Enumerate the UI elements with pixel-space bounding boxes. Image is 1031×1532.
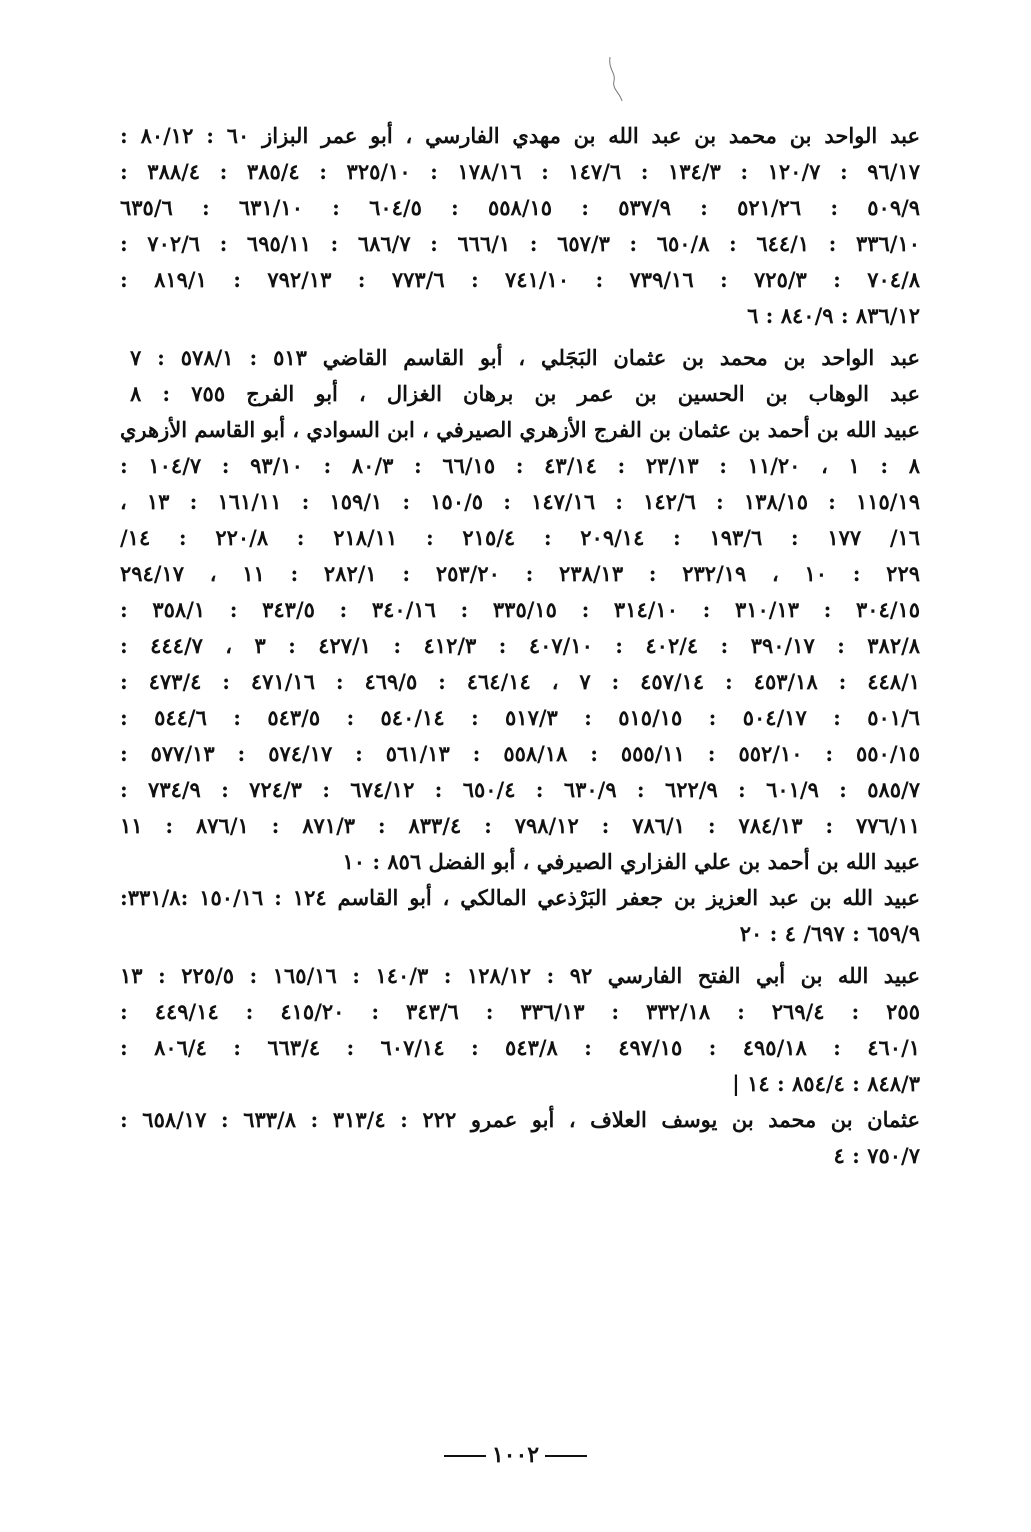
folio-dash-right <box>444 1455 486 1457</box>
pen-stroke-mark <box>606 55 626 103</box>
entry-line: ١٦/ ١٧٧ : ١٩٣/٦ : ٢٠٩/١٤ : ٢١٥/٤ : ٢١٨/١١ : ٢٢٠/٨ : ١٤/ <box>120 525 920 550</box>
entry-line: ٣٣٦/١٠ : ٦٤٤/١ : ٦٥٠/٨ : ٦٥٧/٣ : ٦٦٦/١ : ٦٨٦/٧ : ٦٩٥/١١ : ٧٠٢/٦ : <box>120 231 920 256</box>
entry-line: عبيد الله بن عبد العزيز بن جعفر البَرْذعي المالكي ، أبو القاسم ١٢٤ : ١٥٠/١٦ :٣٣١/٨: <box>120 885 920 910</box>
entry-line: ٩٦/١٧ : ١٢٠/٧ : ١٣٤/٣ : ١٤٧/٦ : ١٧٨/١٦ : ٣٢٥/١٠ : ٣٨٥/٤ : ٣٨٨/٤ : <box>120 159 920 184</box>
entry-line: ٤٦٠/١ : ٤٩٥/١٨ : ٤٩٧/١٥ : ٥٤٣/٨ : ٦٠٧/١٤ : ٦٦٣/٤ : ٨٠٦/٤ : <box>120 1035 920 1060</box>
entry-line: ٦٥٩/٩ : ٦٩٧/ ٤ : ٢٠ <box>739 921 920 946</box>
entry-line: ٧٧٦/١١ : ٧٨٤/١٣ : ٧٨٦/١ : ٧٩٨/١٢ : ٨٣٣/٤ : ٨٧١/٣ : ٨٧٦/١ : ١١ <box>120 813 920 838</box>
index-entry <box>120 1102 920 1174</box>
page-number <box>0 1442 1031 1468</box>
entry-line: عبيد الله بن أبي الفتح الفارسي ٩٢ : ١٢٨/١٢ : ١٤٠/٣ : ١٦٥/١٦ : ٢٢٥/٥ : ١٣ <box>120 963 920 988</box>
index-entry <box>120 844 920 880</box>
entry-line: ٨ : ١ ، ١١/٢٠ : ٢٣/١٣ : ٤٣/١٤ : ٦٦/١٥ : ٨٠/٣ : ٩٣/١٠ : ١٠٤/٧ : <box>120 453 920 478</box>
entry-line: ٨٤٨/٣ : ٨٥٤/٤ : ١٤ | <box>732 1071 920 1096</box>
index-entry <box>120 958 920 1102</box>
entry-line: ٧٥٠/٧ : ٤ <box>833 1143 920 1168</box>
entry-line: ٥٥٠/١٥ : ٥٥٢/١٠ : ٥٥٥/١١ : ٥٥٨/١٨ : ٥٦١/١٣ : ٥٧٤/١٧ : ٥٧٧/١٣ : <box>120 741 920 766</box>
entry-line: عبد الوهاب بن الحسين بن عمر بن برهان الغزال ، أبو الفرج ٧٥٥ : ٨ <box>130 381 920 406</box>
index-entry <box>120 376 920 412</box>
entry-line: ٥٨٥/٧ : ٦٠١/٩ : ٦٢٢/٩ : ٦٣٠/٩ : ٦٥٠/٤ : ٦٧٤/١٢ : ٧٢٤/٣ : ٧٣٤/٩ : <box>120 777 920 802</box>
entry-line: ٤٤٨/١ : ٤٥٣/١٨ : ٤٥٧/١٤ : ٧ ، ٤٦٤/١٤ : ٤٦٩/٥ : ٤٧١/١٦ : ٤٧٣/٤ : <box>120 669 920 694</box>
entry-line: ٨٣٦/١٢ : ٨٤٠/٩ : ٦ <box>747 303 920 328</box>
entry-line: ٢٢٩ : ١٠ ، ٢٣٢/١٩ : ٢٣٨/١٣ : ٢٥٣/٢٠ : ٢٨٢/١ : ١١ ، ٢٩٤/١٧ <box>120 561 920 586</box>
entry-line: ٥٠٩/٩ : ٥٢١/٢٦ : ٥٣٧/٩ : ٥٥٨/١٥ : ٦٠٤/٥ : ٦٣١/١٠ : ٦٣٥/٦ <box>120 195 920 220</box>
entry-line: ١١٥/١٩ : ١٣٨/١٥ : ١٤٢/٦ : ١٤٧/١٦ : ١٥٠/٥ : ١٥٩/١ : ١٦١/١١ : ١٣ ، <box>120 489 920 514</box>
entry-line: عبيد الله بن أحمد بن عثمان بن الفرج الأزهري الصيرفي ، ابن السوادي ، أبو القاسم الأزهري <box>120 417 920 442</box>
index-entry <box>120 880 920 952</box>
entry-line: ٧٠٤/٨ : ٧٢٥/٣ : ٧٣٩/١٦ : ٧٤١/١٠ : ٧٧٣/٦ : ٧٩٢/١٣ : ٨١٩/١ : <box>120 267 920 292</box>
entry-line: عبد الواحد بن محمد بن عثمان البَجَلي ، أبو القاسم القاضي ٥١٣ : ٥٧٨/١ : ٧ <box>130 345 920 370</box>
index-page <box>120 118 920 1174</box>
page-number-text: ١٠٠٢ <box>491 1442 540 1468</box>
index-entry <box>120 340 920 376</box>
entry-line: ٢٥٥ : ٢٦٩/٤ : ٣٣٢/١٨ : ٣٣٦/١٣ : ٣٤٣/٦ : ٤١٥/٢٠ : ٤٤٩/١٤ : <box>120 999 920 1024</box>
folio-dash-left <box>545 1455 587 1457</box>
entry-line: ٣٨٢/٨ : ٣٩٠/١٧ : ٤٠٢/٤ : ٤٠٧/١٠ : ٤١٢/٣ : ٤٢٧/١ : ٣ ، ٤٤٤/٧ : <box>120 633 920 658</box>
entry-line: ٥٠١/٦ : ٥٠٤/١٧ : ٥١٥/١٥ : ٥١٧/٣ : ٥٤٠/١٤ : ٥٤٣/٥ : ٥٤٤/٦ : <box>120 705 920 730</box>
entry-line: ٣٠٤/١٥ : ٣١٠/١٣ : ٣١٤/١٠ : ٣٣٥/١٥ : ٣٤٠/١٦ : ٣٤٣/٥ : ٣٥٨/١ : <box>120 597 920 622</box>
entry-line: عبد الواحد بن محمد بن عبد الله بن مهدي الفارسي ، أبو عمر البزاز ٦٠ : ٨٠/١٢ : <box>120 123 920 148</box>
index-entry <box>120 118 920 334</box>
index-entry <box>120 412 920 844</box>
entry-line: عثمان بن محمد بن يوسف العلاف ، أبو عمرو ٢٢٢ : ٣١٣/٤ : ٦٣٣/٨ : ٦٥٨/١٧ : <box>120 1107 920 1132</box>
entry-line: عبيد الله بن أحمد بن علي الفزاري الصيرفي ، أبو الفضل ٨٥٦ : ١٠ <box>342 849 920 874</box>
